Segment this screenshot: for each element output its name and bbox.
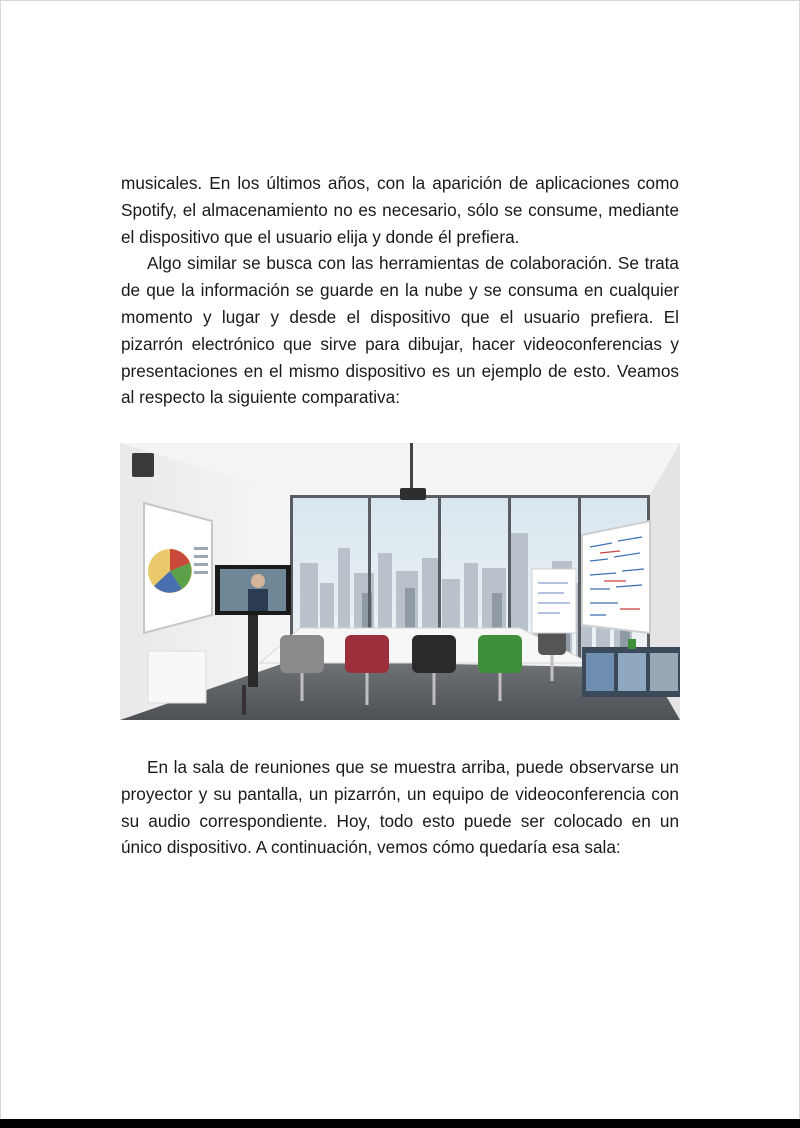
paragraph-continuation: musicales. En los últimos años, con la aparición de aplicaciones como Spotify, el almacenamiento no es necesario, sólo se consume, mediante el dispositivo que el usuario elija y donde él prefiera. [121,173,679,247]
paragraph-meeting-room: En la sala de reuniones que se muestra arriba, puede observarse un proyector y su pantalla, un pizarrón, un equipo de videoconferencia con su audio correspondiente. Hoy, todo esto puede ser colocado en un único dispositivo. A continuación, vemos cómo quedaría esa sala: [121,757,679,858]
text-block-top [121,170,679,411]
paragraph-collaboration: Algo similar se busca con las herramientas de colaboración. Se trata de que la información se guarde en la nube y se consuma en cualquier momento y lugar y desde el dispositivo que el usuario prefiera. El pizarrón electrónico que sirve para dibujar, hacer videoconferencias y presentaciones en el mismo dispositivo es un ejemplo de esto. Veamos al respecto la siguiente comparativa: [121,253,679,408]
meeting-room-photo [120,443,680,720]
text-block-bottom [121,754,679,861]
bottom-bar [0,1119,800,1128]
